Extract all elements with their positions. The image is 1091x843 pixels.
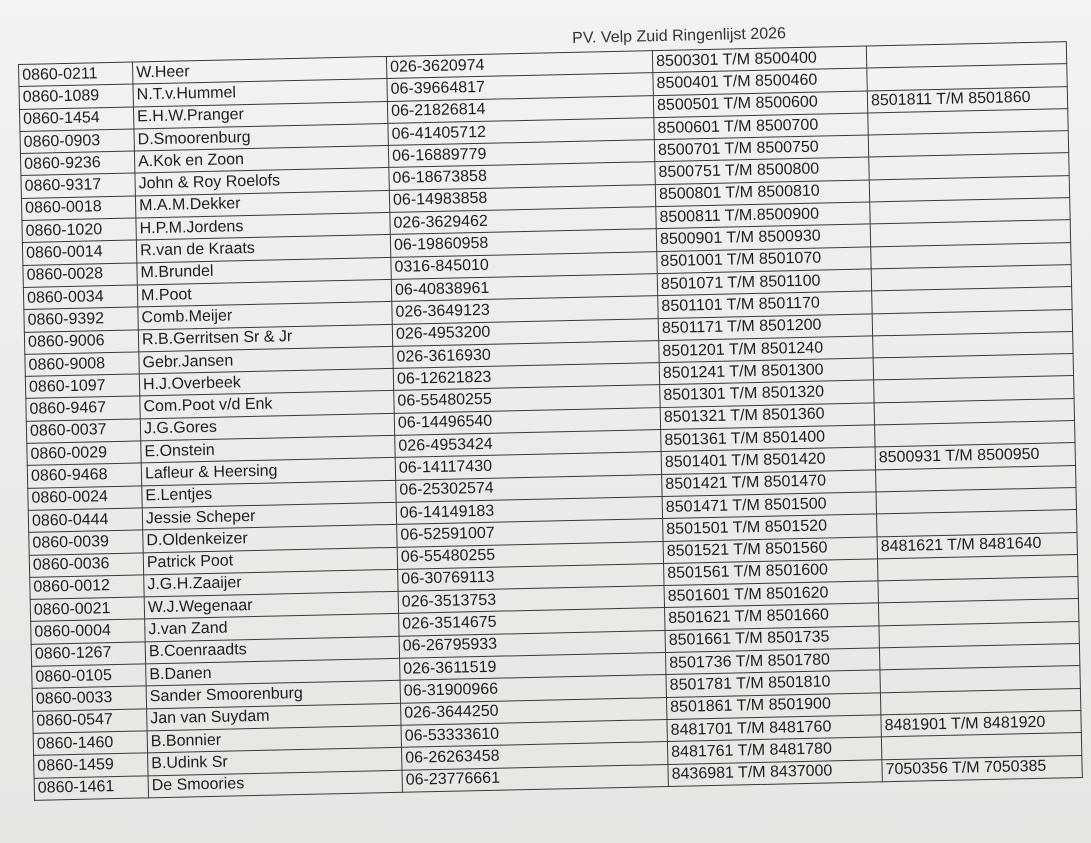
member-number-cell: 0860-0033 <box>32 686 146 711</box>
ring-range-cell: 8501501 T/M 8501520 <box>663 514 877 541</box>
member-number-cell: 0860-1020 <box>22 218 136 243</box>
phone-number-cell: 06-31900966 <box>400 675 666 703</box>
phone-number-cell: 06-30769113 <box>398 563 664 591</box>
extra-ring-range-cell: 8481901 T/M 8481920 <box>881 710 1081 737</box>
member-number-cell: 0860-0028 <box>23 263 137 288</box>
member-number-cell: 0860-0211 <box>19 62 133 87</box>
ring-range-cell: 8500301 T/M 8500400 <box>652 46 866 73</box>
member-name-cell: A.Kok en Zoon <box>134 146 388 174</box>
ring-range-cell: 8501201 T/M 8501240 <box>659 336 873 363</box>
member-number-cell: 0860-0012 <box>30 575 144 600</box>
ring-range-cell: 8501601 T/M 8501620 <box>664 581 878 608</box>
phone-number-cell: 06-19860958 <box>390 229 656 257</box>
member-number-cell: 0860-9467 <box>26 396 140 421</box>
ring-range-cell: 8500751 T/M 8500800 <box>655 157 869 184</box>
member-number-cell: 0860-1267 <box>31 642 145 667</box>
member-name-cell: Jessie Scheper <box>142 502 396 530</box>
member-number-cell: 0860-9392 <box>24 307 138 332</box>
member-name-cell: H.J.Overbeek <box>139 369 393 397</box>
member-name-cell: M.A.M.Dekker <box>135 190 389 218</box>
member-number-cell: 0860-1089 <box>19 84 133 109</box>
ring-range-cell: 8500401 T/M 8500460 <box>653 68 867 95</box>
member-number-cell: 0860-0021 <box>30 597 144 622</box>
ring-range-cell: 8501736 T/M 8501780 <box>665 648 879 675</box>
phone-number-cell: 06-23776661 <box>402 764 668 792</box>
phone-number-cell: 06-14149183 <box>396 496 662 524</box>
ring-range-cell: 8436981 T/M 8437000 <box>668 759 882 786</box>
member-name-cell: R.van de Kraats <box>136 235 390 263</box>
phone-number-cell: 06-14496540 <box>394 407 660 435</box>
member-name-cell: J.G.H.Zaaijer <box>144 569 398 597</box>
member-number-cell: 0860-9317 <box>21 173 135 198</box>
member-number-cell: 0860-0029 <box>27 441 141 466</box>
phone-number-cell: 026-4953200 <box>392 318 658 346</box>
member-number-cell: 0860-9008 <box>25 352 139 377</box>
member-name-cell: W.J.Wegenaar <box>144 591 398 619</box>
ring-range-cell: 8500701 T/M 8500750 <box>654 135 868 162</box>
phone-number-cell: 06-41405712 <box>388 118 654 146</box>
ring-range-cell: 8500601 T/M 8500700 <box>654 113 868 140</box>
phone-number-cell: 026-3513753 <box>398 586 664 614</box>
member-number-cell: 0860-1454 <box>19 107 133 132</box>
ring-range-cell: 8501421 T/M 8501470 <box>662 470 876 497</box>
member-number-cell: 0860-0547 <box>33 708 147 733</box>
extra-ring-range-cell: 7050356 T/M 7050385 <box>882 755 1082 782</box>
phone-number-cell: 06-52591007 <box>397 519 663 547</box>
member-name-cell: R.B.Gerritsen Sr & Jr <box>138 324 392 352</box>
phone-number-cell: 06-40838961 <box>391 274 657 302</box>
phone-number-cell: 026-3629462 <box>390 207 656 235</box>
ring-range-cell: 8501361 T/M 8501400 <box>661 425 875 452</box>
ring-range-cell: 8501241 T/M 8501300 <box>659 358 873 385</box>
ring-list-table <box>18 41 1083 801</box>
member-number-cell: 0860-0105 <box>32 664 146 689</box>
member-name-cell: E.Onstein <box>141 435 395 463</box>
member-number-cell: 0860-0037 <box>26 419 140 444</box>
member-name-cell: Patrick Poot <box>143 547 397 575</box>
member-name-cell: B.Udink Sr <box>148 747 402 775</box>
phone-number-cell: 06-21826814 <box>387 95 653 123</box>
member-name-cell: Com.Poot v/d Enk <box>140 391 394 419</box>
phone-number-cell: 026-4953424 <box>395 430 661 458</box>
member-name-cell: De Smoories <box>148 770 402 798</box>
member-number-cell: 0860-9006 <box>24 330 138 355</box>
ring-range-cell: 8501301 T/M 8501320 <box>660 380 874 407</box>
phone-number-cell: 06-53333610 <box>401 719 667 747</box>
member-name-cell: N.T.v.Hummel <box>133 79 387 107</box>
member-name-cell: W.Heer <box>132 56 386 84</box>
phone-number-cell: 0316-845010 <box>391 251 657 279</box>
member-name-cell: Sander Smoorenburg <box>146 681 400 709</box>
ring-range-cell: 8501661 T/M 8501735 <box>665 626 879 653</box>
member-number-cell: 0860-1460 <box>33 731 147 756</box>
phone-number-cell: 06-14117430 <box>395 452 661 480</box>
member-name-cell: D.Oldenkeizer <box>143 525 397 553</box>
ring-range-cell: 8501171 T/M 8501200 <box>658 313 872 340</box>
phone-number-cell: 06-14983858 <box>389 184 655 212</box>
phone-number-cell: 026-3611519 <box>400 653 666 681</box>
member-number-cell: 0860-0004 <box>31 619 145 644</box>
document-title: PV. Velp Zuid Ringenlijst 2026 <box>572 25 787 47</box>
member-name-cell: E.Lentjes <box>142 480 396 508</box>
member-name-cell: J.G.Gores <box>140 413 394 441</box>
member-name-cell: Lafleur & Heersing <box>141 458 395 486</box>
member-number-cell: 0860-0444 <box>28 508 142 533</box>
phone-number-cell: 06-16889779 <box>388 140 654 168</box>
ring-range-cell: 8481701 T/M 8481760 <box>667 715 881 742</box>
phone-number-cell: 06-55480255 <box>394 385 660 413</box>
member-name-cell: B.Danen <box>146 658 400 686</box>
member-name-cell: John & Roy Roelofs <box>135 168 389 196</box>
member-number-cell: 0860-0018 <box>21 196 135 221</box>
member-name-cell: M.Brundel <box>137 257 391 285</box>
member-name-cell: H.P.M.Jordens <box>136 213 390 241</box>
member-name-cell: J.van Zand <box>145 614 399 642</box>
member-number-cell: 0860-1459 <box>34 753 148 778</box>
phone-number-cell: 06-25302574 <box>396 474 662 502</box>
member-number-cell: 0860-0903 <box>20 129 134 154</box>
member-number-cell: 0860-0014 <box>22 240 136 265</box>
phone-number-cell: 026-3620974 <box>386 51 652 79</box>
phone-number-cell: 026-3649123 <box>392 296 658 324</box>
ring-range-cell: 8501471 T/M 8501500 <box>662 492 876 519</box>
phone-number-cell: 06-26263458 <box>402 742 668 770</box>
phone-number-cell: 06-12621823 <box>393 363 659 391</box>
ring-range-cell: 8481761 T/M 8481780 <box>667 737 881 764</box>
ring-range-cell: 8501781 T/M 8501810 <box>666 670 880 697</box>
member-number-cell: 0860-0036 <box>29 552 143 577</box>
phone-number-cell: 026-3616930 <box>393 340 659 368</box>
ring-range-cell: 8500901 T/M 8500930 <box>656 224 870 251</box>
member-number-cell: 0860-0039 <box>29 530 143 555</box>
member-number-cell: 0860-9468 <box>27 463 141 488</box>
ring-list-wrapper <box>18 41 1083 801</box>
ring-range-cell: 8501401 T/M 8501420 <box>661 447 875 474</box>
ring-range-cell: 8501321 T/M 8501360 <box>660 403 874 430</box>
phone-number-cell: 06-55480255 <box>397 541 663 569</box>
member-number-cell: 0860-1097 <box>25 374 139 399</box>
member-name-cell: Jan van Suydam <box>147 703 401 731</box>
ring-list-body <box>19 42 1083 800</box>
ring-range-cell: 8501071 T/M 8501100 <box>657 269 871 296</box>
extra-ring-range-cell: 8481621 T/M 8481640 <box>877 532 1077 559</box>
member-number-cell: 0860-1461 <box>34 775 148 800</box>
ring-range-cell: 8501521 T/M 8501560 <box>663 536 877 563</box>
ring-range-cell: 8501861 T/M 8501900 <box>666 692 880 719</box>
member-name-cell: E.H.W.Pranger <box>133 101 387 129</box>
ring-range-cell: 8501621 T/M 8501660 <box>665 603 879 630</box>
extra-ring-range-cell: 8500931 T/M 8500950 <box>875 443 1075 470</box>
member-number-cell: 0860-9236 <box>20 151 134 176</box>
ring-range-cell: 8500801 T/M 8500810 <box>655 180 869 207</box>
phone-number-cell: 026-3644250 <box>401 697 667 725</box>
member-number-cell: 0860-0034 <box>23 285 137 310</box>
extra-ring-range-cell: 8501811 T/M 8501860 <box>867 86 1067 113</box>
phone-number-cell: 06-18673858 <box>389 162 655 190</box>
phone-number-cell: 026-3514675 <box>399 608 665 636</box>
ring-range-cell: 8501101 T/M 8501170 <box>658 291 872 318</box>
ring-range-cell: 8501001 T/M 8501070 <box>657 247 871 274</box>
member-name-cell: M.Poot <box>137 279 391 307</box>
ring-range-cell: 8500811 T/M.8500900 <box>656 202 870 229</box>
member-name-cell: Gebr.Jansen <box>139 346 393 374</box>
member-name-cell: B.Coenraadts <box>145 636 399 664</box>
ring-range-cell: 8500501 T/M 8500600 <box>653 91 867 118</box>
member-number-cell: 0860-0024 <box>28 486 142 511</box>
member-name-cell: B.Bonnier <box>147 725 401 753</box>
ring-range-cell: 8501561 T/M 8501600 <box>664 559 878 586</box>
member-name-cell: Comb.Meijer <box>138 302 392 330</box>
phone-number-cell: 06-39664817 <box>387 73 653 101</box>
member-name-cell: D.Smoorenburg <box>134 123 388 151</box>
phone-number-cell: 06-26795933 <box>399 630 665 658</box>
